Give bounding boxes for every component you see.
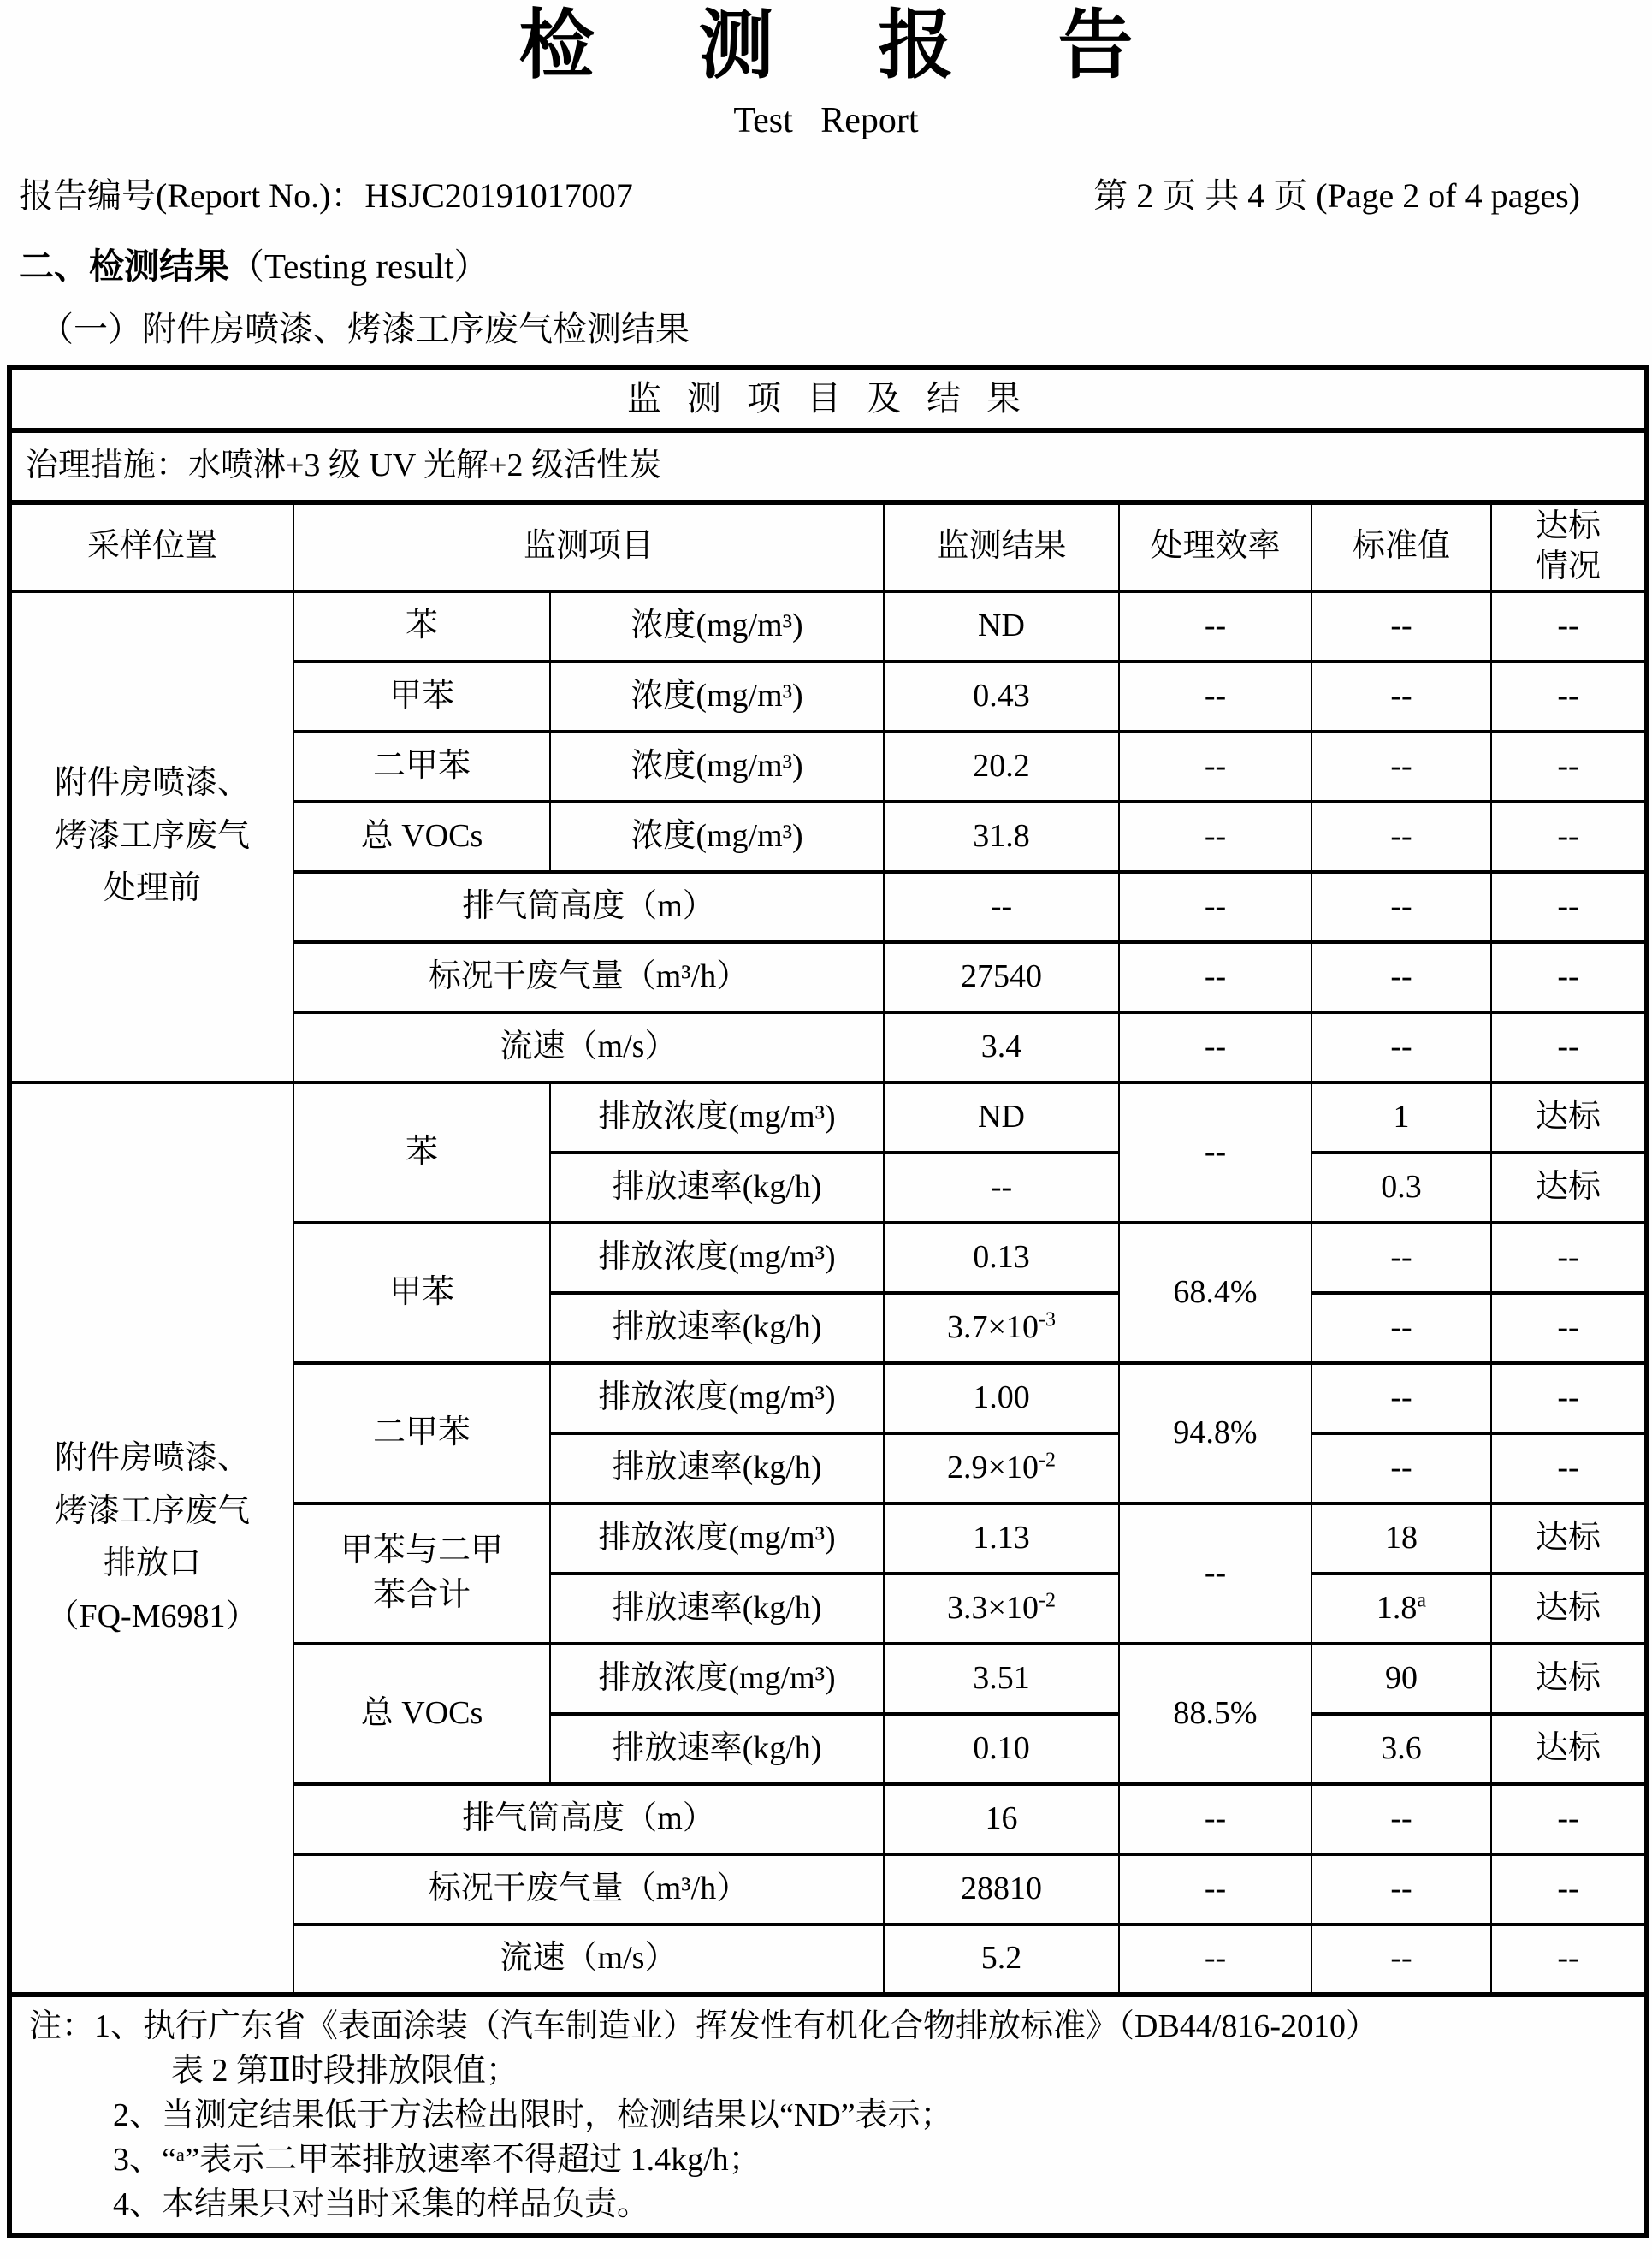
col-header-status-text: 达标情况 [1536, 507, 1602, 585]
result-value: -- [884, 1153, 1119, 1223]
status-value: -- [1491, 942, 1647, 1012]
standard-value: -- [1312, 1012, 1491, 1082]
col-header-efficiency: 处理效率 [1119, 502, 1312, 591]
column-header-row [9, 502, 1647, 591]
standard-value: -- [1312, 872, 1491, 942]
result-value: 28810 [884, 1854, 1119, 1924]
monitor-param: 排放浓度(mg/m³) [550, 1503, 884, 1574]
standard-value: -- [1312, 732, 1491, 802]
result-value: 3.51 [884, 1644, 1119, 1714]
monitor-param: 排气筒高度（m） [293, 1784, 884, 1854]
result-value: -- [884, 872, 1119, 942]
standard-value: 1.8$^a$ [1312, 1574, 1491, 1644]
monitor-param: 浓度(mg/m³) [550, 591, 884, 661]
monitor-param: 流速（m/s） [293, 1924, 884, 1995]
monitor-param: 排放速率(kg/h) [550, 1574, 884, 1644]
status-value: -- [1491, 1223, 1647, 1293]
status-value: 达标 [1491, 1644, 1647, 1714]
efficiency-value: 94.8% [1119, 1363, 1312, 1503]
standard-value: -- [1312, 1363, 1491, 1433]
note-line: 表 2 第Ⅱ时段排放限值； [171, 2052, 518, 2089]
subsection-heading: （一）附件房喷漆、烤漆工序废气检测结果 [39, 309, 690, 348]
standard-value: -- [1312, 802, 1491, 872]
table-row [9, 1082, 1647, 1153]
treatment-row [9, 430, 1647, 502]
monitor-item: 苯 [293, 1082, 550, 1223]
status-value: 达标 [1491, 1574, 1647, 1644]
result-value: ND [884, 1082, 1119, 1153]
monitor-param: 浓度(mg/m³) [550, 661, 884, 732]
result-value: $3.7\times 10^{-3}$ [884, 1293, 1119, 1363]
col-header-status [1491, 502, 1647, 591]
meta-row [0, 169, 1652, 217]
efficiency-value: -- [1119, 872, 1312, 942]
efficiency-value: -- [1119, 1854, 1312, 1924]
status-value: -- [1491, 1924, 1647, 1995]
status-value: -- [1491, 1784, 1647, 1854]
efficiency-value: -- [1119, 1784, 1312, 1854]
standard-value: 90 [1312, 1644, 1491, 1714]
note-line: 3、“ᵃ”表示二甲苯排放速率不得超过 1.4kg/h； [113, 2141, 761, 2178]
result-value: 16 [884, 1784, 1119, 1854]
monitor-param: 标况干废气量（m³/h） [293, 1854, 884, 1924]
result-value: 27540 [884, 942, 1119, 1012]
standard-value: -- [1312, 591, 1491, 661]
table-title: 监 测 项 目 及 结 果 [9, 367, 1647, 430]
status-value: -- [1491, 1854, 1647, 1924]
note-line: 4、本结果只对当时采集的样品负责。 [113, 2185, 650, 2222]
col-header-sampling-location: 采样位置 [9, 502, 293, 591]
result-value: 1.00 [884, 1363, 1119, 1433]
status-value: -- [1491, 1012, 1647, 1082]
page-title: 检 测 报 告 [518, 5, 1176, 88]
status-value: -- [1491, 1293, 1647, 1363]
efficiency-value: -- [1119, 1082, 1312, 1223]
status-value: -- [1491, 1363, 1647, 1433]
monitor-param: 排放速率(kg/h) [550, 1293, 884, 1363]
standard-value: 1 [1312, 1082, 1491, 1153]
efficiency-value: -- [1119, 1503, 1312, 1644]
status-value: 达标 [1491, 1153, 1647, 1223]
status-value: 达标 [1491, 1503, 1647, 1574]
standard-value: -- [1312, 661, 1491, 732]
standard-value: -- [1312, 1433, 1491, 1503]
status-value: -- [1491, 872, 1647, 942]
monitor-item: 总 VOCs [293, 802, 550, 872]
table-row [9, 591, 1647, 661]
status-value: -- [1491, 591, 1647, 661]
efficiency-value: -- [1119, 732, 1312, 802]
result-value: $2.9\times 10^{-2}$ [884, 1433, 1119, 1503]
result-value: 0.43 [884, 661, 1119, 732]
table-title-row [9, 367, 1647, 430]
result-value: 1.13 [884, 1503, 1119, 1574]
monitor-param: 排放浓度(mg/m³) [550, 1223, 884, 1293]
section-title: 检测结果 [89, 246, 229, 286]
efficiency-value: -- [1119, 661, 1312, 732]
standard-value: -- [1312, 1924, 1491, 1995]
standard-value: -- [1312, 1784, 1491, 1854]
status-value: 达标 [1491, 1714, 1647, 1784]
monitor-item: 苯 [293, 591, 550, 661]
result-value: 3.4 [884, 1012, 1119, 1082]
efficiency-value: 88.5% [1119, 1644, 1312, 1784]
notes-cell [9, 1995, 1647, 2236]
section-title-en: （Testing result） [229, 246, 489, 286]
efficiency-value: -- [1119, 942, 1312, 1012]
result-value: 0.13 [884, 1223, 1119, 1293]
result-value: $3.3\times 10^{-2}$ [884, 1574, 1119, 1644]
note-line: 2、当测定结果低于方法检出限时，检测结果以“ND”表示； [113, 2096, 953, 2133]
monitor-param: 排放浓度(mg/m³) [550, 1082, 884, 1153]
status-value: -- [1491, 732, 1647, 802]
monitor-item: 总 VOCs [293, 1644, 550, 1784]
standard-value: -- [1312, 942, 1491, 1012]
standard-value: -- [1312, 1854, 1491, 1924]
page-subtitle: Test Report [733, 100, 919, 140]
section-number: 二、 [19, 246, 89, 286]
monitor-item: 二甲苯 [293, 732, 550, 802]
col-header-standard: 标准值 [1312, 502, 1491, 591]
notes-row [9, 1995, 1647, 2236]
report-number: 报告编号(Report No.)：HSJC20191017007 [19, 175, 633, 215]
monitor-param: 标况干废气量（m³/h） [293, 942, 884, 1012]
standard-value: 18 [1312, 1503, 1491, 1574]
status-value: -- [1491, 661, 1647, 732]
result-value: 20.2 [884, 732, 1119, 802]
monitor-param: 浓度(mg/m³) [550, 802, 884, 872]
efficiency-value: 68.4% [1119, 1223, 1312, 1363]
status-value: -- [1491, 802, 1647, 872]
monitor-param: 浓度(mg/m³) [550, 732, 884, 802]
monitor-param: 排放速率(kg/h) [550, 1433, 884, 1503]
monitor-param: 排放速率(kg/h) [550, 1153, 884, 1223]
status-value: -- [1491, 1433, 1647, 1503]
col-header-monitor-item: 监测项目 [293, 502, 884, 591]
monitor-item: 甲苯 [293, 1223, 550, 1363]
section-heading [0, 238, 1652, 288]
sampling-location-outlet: 附件房喷漆、 烤漆工序废气 排放口 （FQ-M6981） [9, 1082, 293, 1995]
result-value: 5.2 [884, 1924, 1119, 1995]
standard-value: 3.6 [1312, 1714, 1491, 1784]
note-line: 注：1、执行广东省《表面涂装（汽车制造业）挥发性有机化合物排放标准》（DB44/816-2010） [29, 2007, 1379, 2044]
standard-value: -- [1312, 1293, 1491, 1363]
monitor-item: 甲苯 [293, 661, 550, 732]
result-value: ND [884, 591, 1119, 661]
monitor-param: 排气筒高度（m） [293, 872, 884, 942]
result-table [7, 365, 1649, 2238]
monitor-item: 甲苯与二甲 苯合计 [293, 1503, 550, 1644]
standard-value: 0.3 [1312, 1153, 1491, 1223]
sampling-location-before: 附件房喷漆、 烤漆工序废气 处理前 [9, 591, 293, 1082]
standard-value: -- [1312, 1223, 1491, 1293]
page-info: 第 2 页 共 4 页 (Page 2 of 4 pages) [1093, 175, 1580, 215]
monitor-param: 排放浓度(mg/m³) [550, 1644, 884, 1714]
monitor-item: 二甲苯 [293, 1363, 550, 1503]
treatment-measure: 治理措施：水喷淋+3 级 UV 光解+2 级活性炭 [9, 430, 1647, 502]
monitor-param: 排放速率(kg/h) [550, 1714, 884, 1784]
result-value: 0.10 [884, 1714, 1119, 1784]
monitor-param: 流速（m/s） [293, 1012, 884, 1082]
col-header-result: 监测结果 [884, 502, 1119, 591]
efficiency-value: -- [1119, 1924, 1312, 1995]
efficiency-value: -- [1119, 802, 1312, 872]
result-value: 31.8 [884, 802, 1119, 872]
efficiency-value: -- [1119, 1012, 1312, 1082]
status-value: 达标 [1491, 1082, 1647, 1153]
efficiency-value: -- [1119, 591, 1312, 661]
monitor-param: 排放浓度(mg/m³) [550, 1363, 884, 1433]
